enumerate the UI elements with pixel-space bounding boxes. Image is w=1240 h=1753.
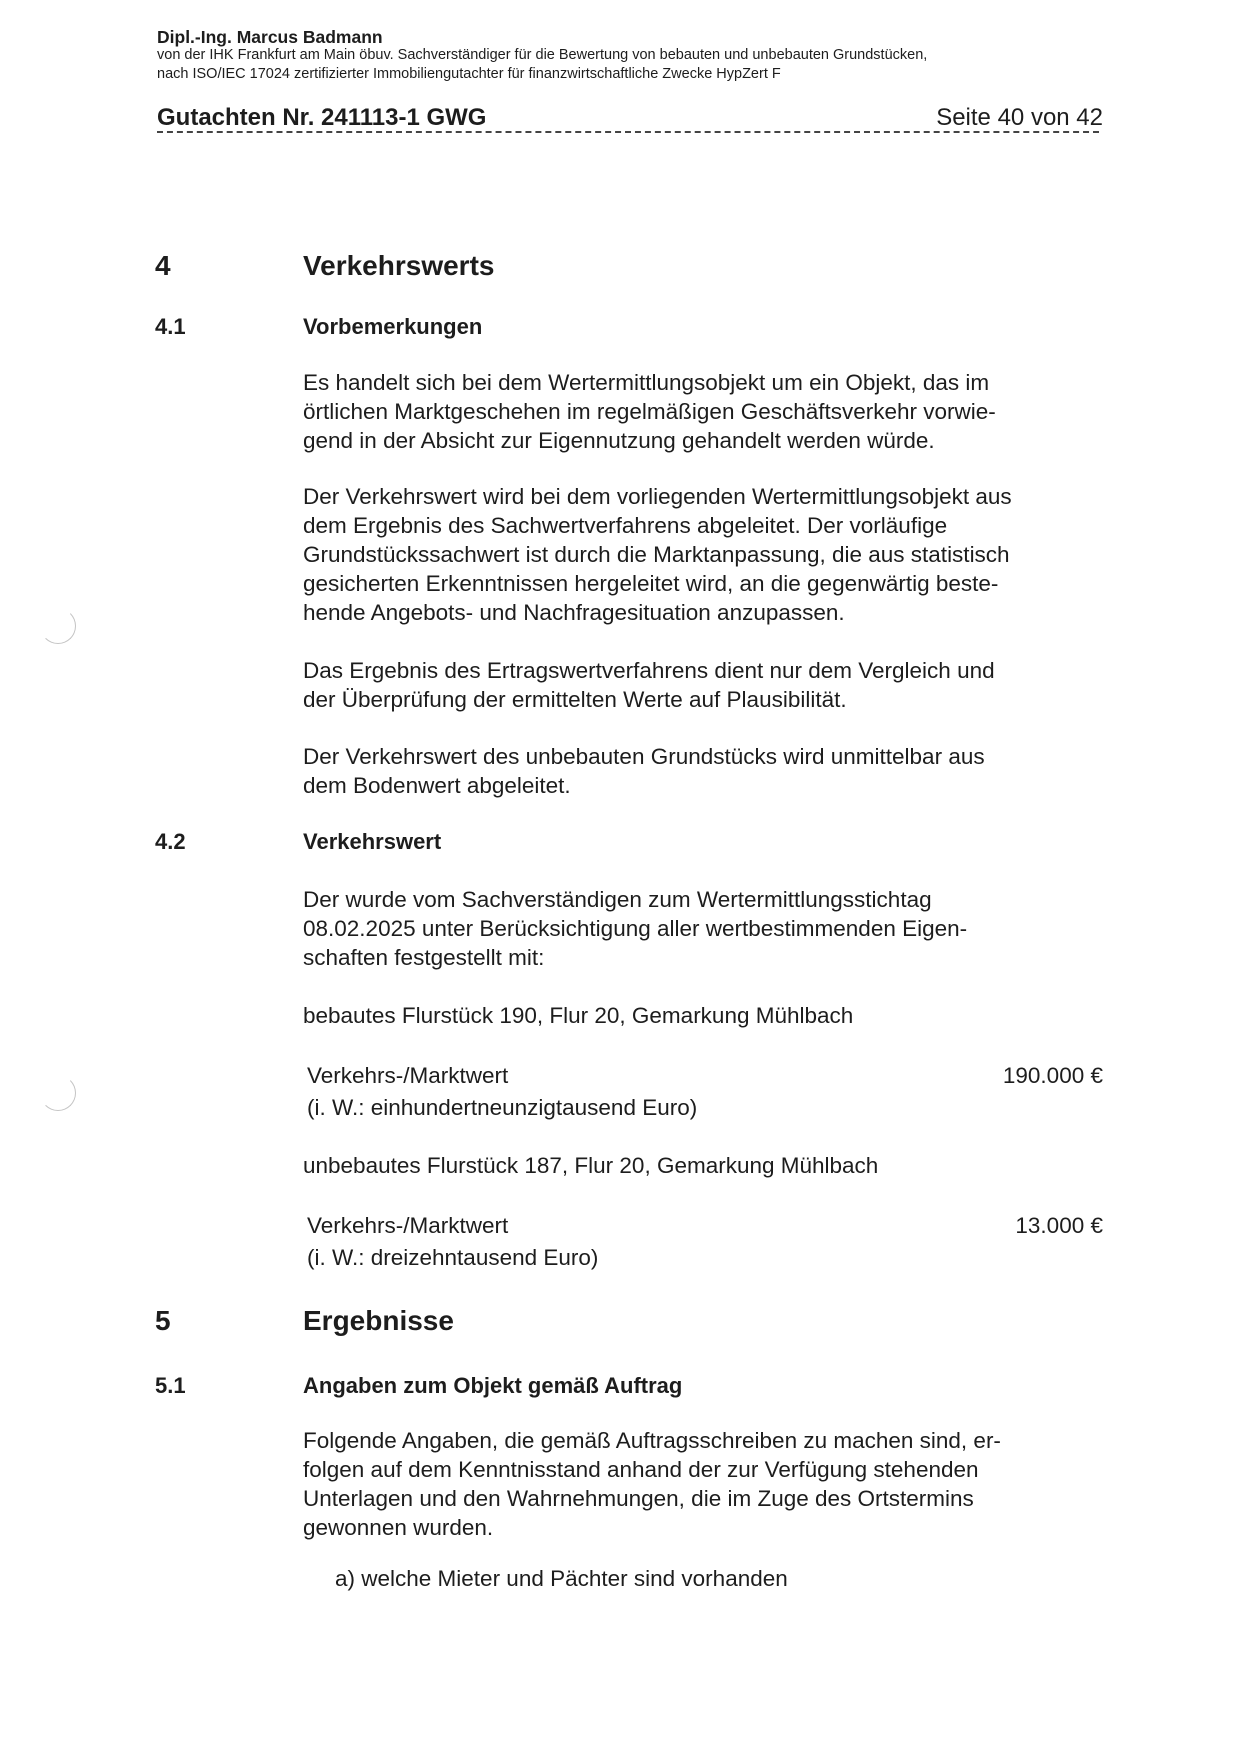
paragraph-line: örtlichen Marktgeschehen im regelmäßigen Geschäftsverkehr vorwie- [303, 399, 996, 424]
subsection-title: Angaben zum Objekt gemäß Auftrag [303, 1373, 683, 1398]
subsection-number: 4.1 [155, 314, 186, 339]
subsection-number: 4.2 [155, 829, 186, 854]
market-value-label [307, 1210, 598, 1274]
paragraph-line: Es handelt sich bei dem Wertermittlungsobjekt um ein Objekt, das im [303, 370, 990, 395]
paragraph-line: unbebautes Flurstück 187, Flur 20, Gemarkung Mühlbach [303, 1153, 879, 1178]
page-number: Seite 40 von 42 [936, 104, 1103, 131]
report-number: Gutachten Nr. 241113-1 GWG [157, 104, 487, 131]
paragraph-line: Grundstückssachwert ist durch die Marktanpassung, die aus statistisch [303, 542, 1010, 567]
paragraph [303, 742, 1093, 800]
header-divider [157, 131, 1099, 133]
list-item: a) welche Mieter und Pächter sind vorhanden [335, 1566, 788, 1591]
parcel-label [303, 1151, 1093, 1180]
paragraph-line: Folgende Angaben, die gemäß Auftragsschreiben zu machen sind, er- [303, 1428, 1001, 1453]
value-in-words: (i. W.: einhundertneunzigtausend Euro) [307, 1095, 698, 1120]
market-value-label [307, 1060, 697, 1124]
paragraph [303, 656, 1093, 714]
paragraph [303, 368, 1093, 455]
paragraph-line: gend in der Absicht zur Eigennutzung gehandelt werden würde. [303, 428, 935, 453]
section-number: 4 [155, 250, 171, 281]
paragraph-line: gesicherten Erkenntnissen hergeleitet wird, an die gegenwärtig beste- [303, 571, 999, 596]
paragraph [303, 482, 1093, 627]
author-name: Dipl.-Ing. Marcus Badmann [157, 27, 383, 47]
punch-hole-mark [40, 608, 76, 644]
paragraph-line: 08.02.2025 unter Berücksichtigung aller wertbestimmenden Eigen- [303, 916, 968, 941]
paragraph-line: folgen auf dem Kenntnisstand anhand der zur Verfügung stehenden [303, 1457, 979, 1482]
subsection-number: 5.1 [155, 1373, 186, 1398]
subsection-title: Vorbemerkungen [303, 314, 483, 339]
paragraph-line: Der Verkehrswert des unbebauten Grundstücks wird unmittelbar aus [303, 744, 985, 769]
subsection-title: Verkehrswert [303, 829, 442, 854]
paragraph-line: gewonnen wurden. [303, 1515, 494, 1540]
value-label-text: Verkehrs-/Marktwert [307, 1213, 509, 1238]
paragraph-line: schaften festgestellt mit: [303, 945, 545, 970]
paragraph-line: Der wurde vom Sachverständigen zum Wertermittlungsstichtag [303, 887, 932, 912]
market-value-amount: 190.000 € [1002, 1063, 1103, 1088]
value-label-text: Verkehrs-/Marktwert [307, 1063, 509, 1088]
paragraph-line: Der Verkehrswert wird bei dem vorliegenden Wertermittlungsobjekt aus [303, 484, 1012, 509]
paragraph [303, 885, 1093, 972]
value-in-words: (i. W.: dreizehntausend Euro) [307, 1245, 599, 1270]
paragraph [303, 1426, 1093, 1542]
paragraph-line: dem Bodenwert abgeleitet. [303, 773, 571, 798]
punch-hole-mark [40, 1075, 76, 1111]
paragraph-line: dem Ergebnis des Sachwertverfahrens abgeleitet. Der vorläufige [303, 513, 948, 538]
paragraph-line: der Überprüfung der ermittelten Werte auf Plausibilität. [303, 687, 847, 712]
parcel-label [303, 1001, 1093, 1030]
section-title: Ergebnisse [303, 1305, 454, 1336]
paragraph-line: Unterlagen und den Wahrnehmungen, die im Zuge des Ortstermins [303, 1486, 974, 1511]
author-qualification-line1: von der IHK Frankfurt am Main öbuv. Sachverständiger für die Bewertung von bebauten und unbebauten Grundstücken, [157, 47, 928, 63]
section-title: Verkehrswerts [303, 250, 495, 281]
section-number: 5 [155, 1305, 171, 1336]
paragraph-line: Das Ergebnis des Ertragswertverfahrens dient nur dem Vergleich und [303, 658, 995, 683]
author-qualification-line2: nach ISO/IEC 17024 zertifizierter Immobiliengutachter für finanzwirtschaftliche Zwecke HypZert F [157, 66, 781, 82]
market-value-amount: 13.000 € [1015, 1213, 1103, 1238]
paragraph-line: hende Angebots- und Nachfragesituation anzupassen. [303, 600, 845, 625]
paragraph-line: bebautes Flurstück 190, Flur 20, Gemarkung Mühlbach [303, 1003, 854, 1028]
